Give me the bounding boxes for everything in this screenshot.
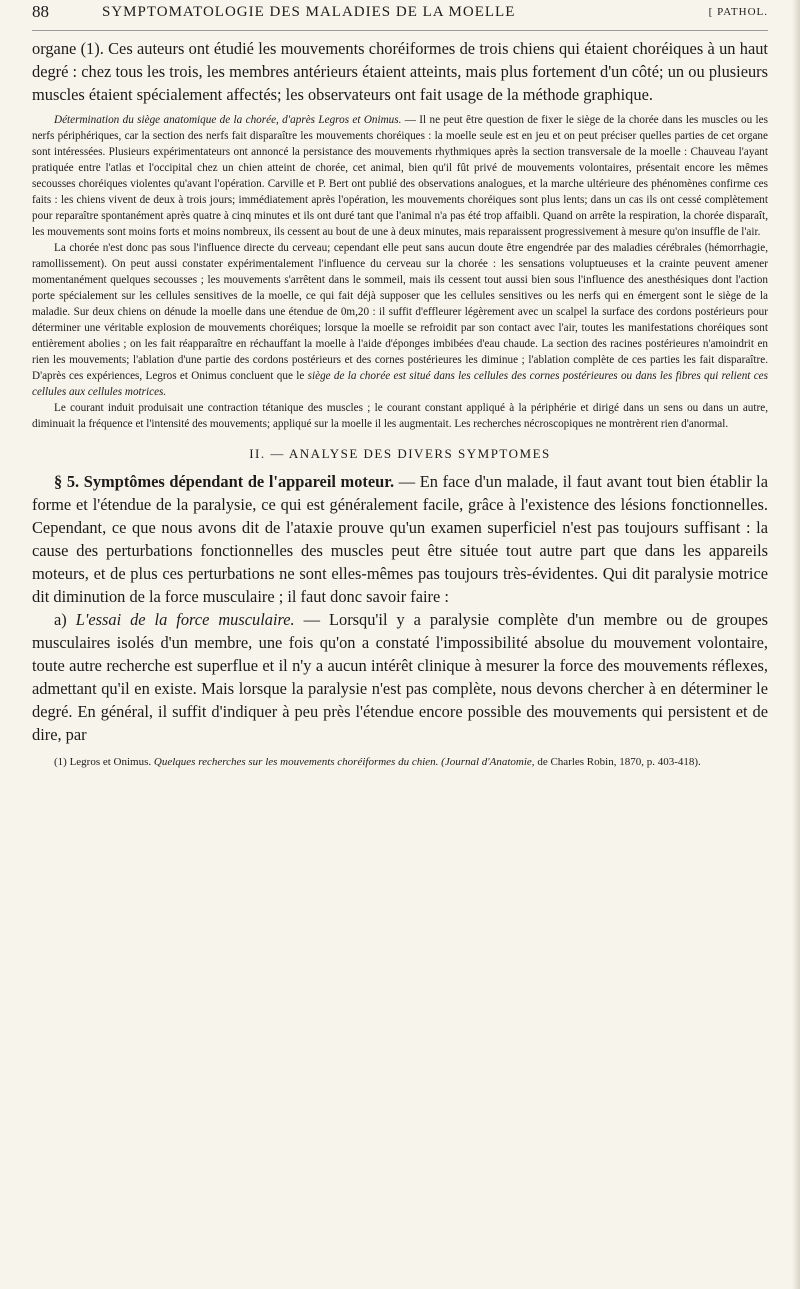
section5-label: § 5. Symptômes dépendant de l'appareil moteur. (54, 472, 395, 491)
page-edge (792, 0, 800, 1289)
chorea-body: La chorée n'est donc pas sous l'influence directe du cerveau; cependant elle peut sans aucun doute être engendrée par des maladies cérébrales (hémorrhagie, ramollissement). On peut aussi constater expérimentalement l'influence du cerveau sur la chorée : les sensations voluptueuses et la crainte peuvent amener momentanément quelques secousses ; les mouvements s'arrêtent dans le sommeil, mais ils cessent tout aussi bien sous l'influence des anesthésiques dont l'action porte spécialement sur les cellules sensitives de la moelle, ce qui fait déjà supposer que les cellules sensitives ou les nerfs qui en émergent sont le siège de la maladie. Sur deux chiens on dénude la moelle dans une étendue de 0m,20 : il suffit d'effleurer légèrement avec un scalpel la surface des cordons postérieurs pour déterminer une véritable explosion de mouvements choréiques; lorsque la moelle se refroidit par son contact avec l'air, toutes les manifestations choréiques sont entièrement abolies ; on les fait réapparaître en réchauffant la moelle à l'aide d'éponges imbibées d'eau chaude. La section des racines postérieures n'amoindrit en rien les mouvements; l'ablation d'une partie des cordons postérieurs et des cornes postérieures les diminue ; l'ablation complète de ces parties les fait disparaître. D'après ces expériences, Legros et Onimus concluent que le (32, 242, 768, 382)
force-paragraph (32, 608, 768, 746)
footnote-authors: (1) Legros et Onimus. (54, 756, 154, 768)
chorea-conclusion: siège de la chorée est situé dans les cellules des cornes postérieures ou dans les fibres qui relient ces cellules aux cellules motrices. (32, 370, 768, 398)
force-body: — Lorsqu'il y a paralysie complète d'un membre ou de groupes musculaires isolés d'un membre, une fois qu'on a constaté l'impossibilité absolue du mouvement volontaire, toute autre recherche est superflue et il n'y a aucun intérêt clinique à mesurer la force des mouvements réflexes, admettant qu'il en existe. Mais lorsque la paralysie n'est pas complète, nous devons chercher à en déterminer le degré. En général, il suffit d'indiquer à peu près l'étendue encore possible des mouvements qui persistent et de dire, par (32, 610, 768, 744)
determination-title: Détermination du siège anatomique de la chorée, d'après Legros et Onimus. (54, 114, 402, 126)
footnote (32, 755, 768, 770)
running-title: SYMPTOMATOLOGIE DES MALADIES DE LA MOELLE (102, 4, 516, 20)
current-paragraph: Le courant induit produisait une contraction tétanique des muscles ; le courant constant appliqué à la périphérie et dirigé dans un sens ou dans un autre, diminuait la fréquence et l'intensité des mouvements; appliqué sur la moelle il les augmentait. Les recherches nécroscopiques ne montrèrent rien d'anormal. (32, 402, 768, 430)
book-page (32, 0, 768, 781)
determination-paragraph (32, 112, 768, 240)
intro-paragraph: organe (1). Ces auteurs ont étudié les mouvements choréiformes de trois chiens qui étaient choréiques à un haut degré : chez tous les trois, les membres antérieurs étaient atteints, mais plus fortement d'un côté; un ou plusieurs muscles étaient spécialement affectés; les observateurs ont fait usage de la méthode graphique. (32, 39, 768, 104)
footnote-source: de Charles Robin, 1870, p. 403-418). (534, 756, 701, 768)
force-title: L'essai de la force musculaire. (75, 610, 295, 629)
section5-body: — En face d'un malade, il faut avant tout bien établir la forme et l'étendue de la paralysie, ce qui est généralement facile, grâce à l'existence des lésions fonctionnelles. Cependant, ce que nous avons dit de l'ataxie prouve qu'un examen superficiel n'est pas toujours suffisant : la cause des perturbations fonctionnelles des muscles peut être située tout autre part que dans les appareils moteurs, et de plus ces perturbations ne sont elles-mêmes pas toujours très-évidentes. Qui dit paralysie motrice dit diminution de la force musculaire ; il faut donc savoir faire : (32, 472, 768, 606)
section5-paragraph (32, 470, 768, 608)
page-header (32, 0, 768, 31)
force-label: a) (54, 610, 76, 629)
page-number: 88 (32, 2, 49, 21)
section-heading: II. — ANALYSE DES DIVERS SYMPTOMES (249, 446, 551, 461)
determination-body: — Il ne peut être question de fixer le siège de la chorée dans les muscles ou les nerfs périphériques, car la section des nerfs fait disparaître les mouvements choréiques : la moelle seule est en jeu et on peut préciser quelles parties de cet organe sont intéressées. Plusieurs expérimentateurs ont annoncé la persistance des mouvements rhythmiques après la section transversale de la moelle : Chauveau l'ayant pratiquée entre l'atlas et l'occipital chez un chien atteint de chorée, cet animal, bien qu'il fût privé de mouvements volontaires, présentait encore les mêmes secousses choréiques violentes qu'avant l'opération. Carville et P. Bert ont publié des observations analogues, et la marche ultérieure des phénomènes confirme ces faits : les chiens vivent de deux à trois jours; immédiatement après l'opération, les mouvements choréiques sont plus lents; dans un cas ils ont cessé complètement pour reparaître spontanément après quatre à cinq minutes et ils ont duré tant que l'animal n'a pas été trop affaibli. Quand on arrête la respiration, la chorée disparaît, les mouvements sont moins forts et moins nombreux, ils cessent au bout de une à deux minutes, mais reparaissent progressivement à mesure qu'on insuffle de l'air. (32, 114, 768, 238)
chorea-paragraph (32, 240, 768, 400)
footnote-title: Quelques recherches sur les mouvements choréiformes du chien. (Journal d'Anatomie, (153, 756, 535, 768)
section-tag: [ PATHOL. (708, 6, 768, 18)
